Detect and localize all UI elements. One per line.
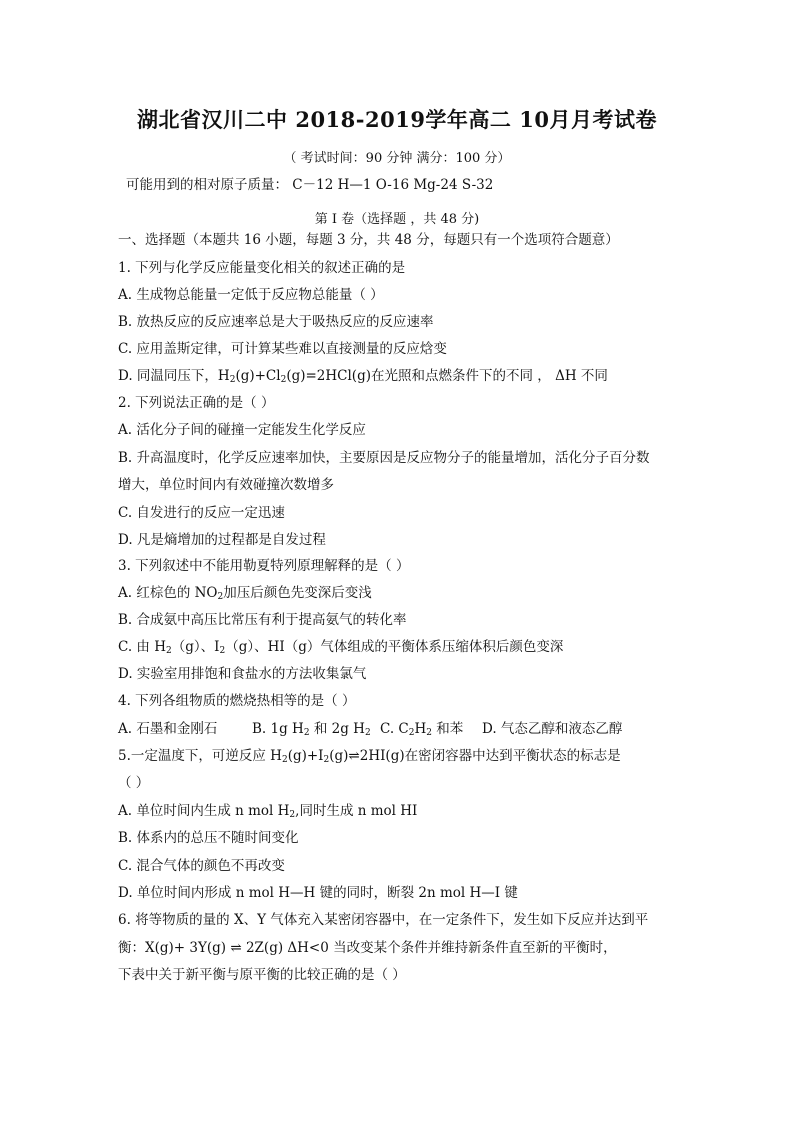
- q5-option-b: B. 体系内的总压不随时间变化: [118, 830, 299, 846]
- q5-option-c: C. 混合气体的颜色不再改变: [118, 858, 285, 874]
- atomic-mass-note: 可能用到的相对原子质量： C－12 H—1 O-16 Mg-24 S-32: [126, 177, 494, 193]
- q4-option-d: D. 气态乙醇和液态乙醇: [482, 721, 623, 737]
- q4-option-a: A. 石墨和金刚石: [118, 721, 218, 737]
- q4-option-c: C. $C_2H_2$ 和苯: [380, 721, 464, 738]
- q3-option-d: D. 实验室用排饱和食盐水的方法收集氯气: [118, 666, 367, 682]
- q2-option-b-line2: 增大，单位时间内有效碰撞次数增多: [118, 477, 334, 493]
- q4-stem: 4. 下列各组物质的燃烧热相等的是（ ）: [118, 693, 356, 709]
- q1-option-a: A. 生成物总能量一定低于反应物总能量（ ）: [118, 287, 384, 303]
- section-instructions: 一、选择题（本题共 16 小题，每题 3 分，共 48 分，每题只有一个选项符合题意）: [118, 232, 619, 248]
- q5-answer-paren: （ ）: [118, 775, 150, 791]
- q4-option-b: B. 1g $H_2$ 和 2g $H_2$: [252, 721, 371, 738]
- section-title: 第 I 卷（选择题 ，共 48 分): [314, 212, 480, 227]
- q3-option-c: C. 由 $H_2(g)$、$I_2(g)$、HI（g）气体组成的平衡体系压缩体积后颜色变深: [118, 639, 564, 656]
- q3-option-b: B. 合成氨中高压比常压有利于提高氨气的转化率: [118, 612, 407, 628]
- q1-stem: 1. 下列与化学反应能量变化相关的叙述正确的是: [118, 260, 406, 276]
- exam-info: （ 考试时间：90 分钟 满分：100 分）: [283, 151, 511, 166]
- q1-option-d: D. 同温同压下，$H_2(g)+Cl_2(g)=2HCl(g)$在光照和点燃条件下的不同 ， ΔH 不同: [118, 368, 608, 385]
- q2-option-d: D. 凡是熵增加的过程都是自发过程: [118, 532, 326, 548]
- q2-option-b-line1: B. 升高温度时，化学反应速率加快，主要原因是反应物分子的能量增加，活化分子百分数: [118, 450, 650, 466]
- q6-line1: 6. 将等物质的量的 X、Y 气体充入某密闭容器中，在一定条件下，发生如下反应并达到平: [118, 912, 649, 928]
- q5-option-d: D. 单位时间内形成 n mol H—H 键的同时，断裂 2n mol H—I 键: [118, 885, 518, 901]
- q5-stem: 5.一定温度下，可逆反应 $H_2(g)+I_2(g)\rightleftharpoons 2HI(g)$在密闭容器中达到平衡状态的标志是: [118, 748, 621, 765]
- q2-stem: 2. 下列说法正确的是（ ）: [118, 395, 275, 411]
- q1-option-b: B. 放热反应的反应速率总是大于吸热反应的反应速率: [118, 314, 434, 330]
- exam-title: 湖北省汉川二中 2018-2019学年高二 10月月考试卷: [137, 107, 657, 132]
- q5-option-a: A. 单位时间内生成 n mol $H_2$,同时生成 n mol HI: [118, 803, 418, 820]
- q6-line2: 衡：X(g)+ 3Y(g) ⇌ 2Z(g) ΔH<0 当改变某个条件并维持新条件直至新的平衡时，: [118, 940, 617, 956]
- q6-line3: 下表中关于新平衡与原平衡的比较正确的是（ ）: [118, 967, 406, 983]
- q2-option-c: C. 自发进行的反应一定迅速: [118, 505, 285, 521]
- q1-option-c: C. 应用盖斯定律，可计算某些难以直接测量的反应焓变: [118, 341, 447, 357]
- q3-stem: 3. 下列叙述中不能用勒夏特列原理解释的是（ ）: [118, 558, 410, 574]
- q3-option-a: A. 红棕色的 $NO_2$加压后颜色先变深后变浅: [118, 585, 372, 602]
- q2-option-a: A. 活化分子间的碰撞一定能发生化学反应: [118, 422, 366, 438]
